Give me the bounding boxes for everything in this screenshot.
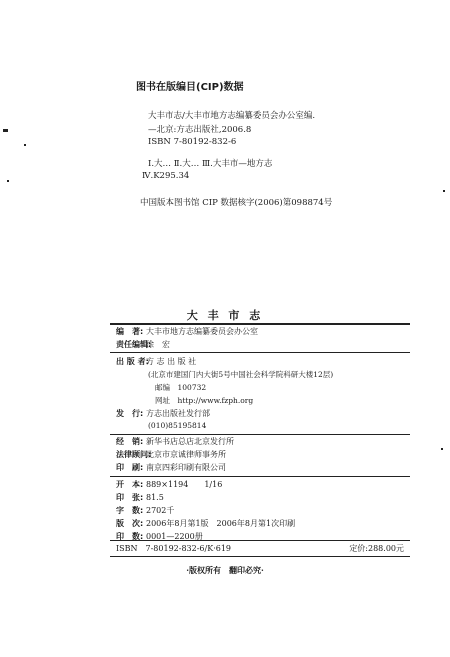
cip-line: Ⅰ.大… Ⅱ.大… Ⅲ.大丰市—地方志 [148, 159, 273, 169]
spec-label: 版 次: [116, 519, 144, 528]
publisher-website: 网址 http://www.fzph.org [155, 396, 254, 405]
spec-row [116, 518, 295, 529]
divider [110, 434, 410, 435]
distribution-row [116, 408, 210, 419]
publisher-address: (北京市建国门内大街5号中国社会科学院科研大楼12层) [148, 370, 334, 379]
divider [110, 323, 410, 325]
divider [110, 476, 410, 477]
publisher-name: 方 志 出 版 社 [146, 357, 197, 366]
publisher-row [116, 356, 196, 367]
cip-line: 大丰市志/大丰市地方志编纂委员会办公室编. [148, 111, 316, 121]
credit-label: 编 著: [116, 327, 144, 336]
credit-label: 责任编辑: [116, 340, 152, 349]
cip-line: Ⅳ.K295.34 [142, 171, 190, 181]
isbn-row [116, 543, 404, 554]
business-label: 法律顾问: [116, 450, 152, 459]
scan-mark [7, 180, 9, 182]
credit-value: 徐 宏 [146, 340, 170, 349]
distribution-phone: (010)85195814 [148, 421, 207, 430]
business-value: 新华书店总店北京发行所 [146, 437, 234, 446]
price: 定价:288.00元 [349, 544, 404, 553]
business-row [116, 436, 234, 447]
spec-value: 0001—2200册 [146, 532, 203, 541]
spec-label: 印 数: [116, 532, 144, 541]
distribution-name: 方志出版社发行部 [146, 409, 210, 418]
publisher-label: 出 版 者: [116, 357, 149, 366]
credit-value: 大丰市地方志编纂委员会办公室 [146, 327, 258, 336]
credit-row [116, 326, 258, 337]
isbn-line: ISBN 7-80192-832-6/K·619 [116, 544, 232, 553]
scan-mark [3, 129, 8, 132]
divider [110, 540, 410, 541]
spec-row [116, 492, 164, 503]
spec-label: 字 数: [116, 506, 144, 515]
business-row [116, 449, 226, 460]
spec-value: 2702千 [146, 506, 175, 515]
credit-row [116, 339, 170, 350]
business-value: 南京四彩印刷有限公司 [146, 463, 226, 472]
scan-mark [441, 448, 443, 450]
cip-line: —北京:方志出版社,2006.8 [148, 125, 252, 135]
book-title: 大 丰 市 志 [186, 309, 264, 322]
cip-line: ISBN 7-80192-832-6 [148, 137, 237, 147]
business-label: 经 销: [116, 437, 144, 446]
business-label: 印 刷: [116, 463, 144, 472]
cip-heading: 图书在版编目(CIP)数据 [136, 82, 244, 93]
spec-row [116, 505, 174, 516]
spec-value: 81.5 [146, 493, 164, 502]
divider [110, 352, 410, 353]
business-row [116, 462, 226, 473]
spec-value: 889×1194 1/16 [146, 480, 223, 489]
scan-mark [24, 144, 26, 146]
publisher-postcode: 邮编 100732 [155, 383, 207, 392]
distribution-label: 发 行: [116, 409, 144, 418]
business-value: 北京市京诚律师事务所 [146, 450, 226, 459]
spec-label: 印 张: [116, 493, 144, 502]
scan-mark [443, 190, 445, 192]
rights-notice: ·版权所有 翻印必究· [186, 565, 264, 575]
cip-line: 中国版本图书馆 CIP 数据核字(2006)第098874号 [140, 198, 333, 208]
spec-value: 2006年8月第1版 2006年8月第1次印刷 [146, 519, 296, 528]
spec-label: 开 本: [116, 480, 144, 489]
spec-row [116, 479, 222, 490]
divider [110, 556, 410, 557]
